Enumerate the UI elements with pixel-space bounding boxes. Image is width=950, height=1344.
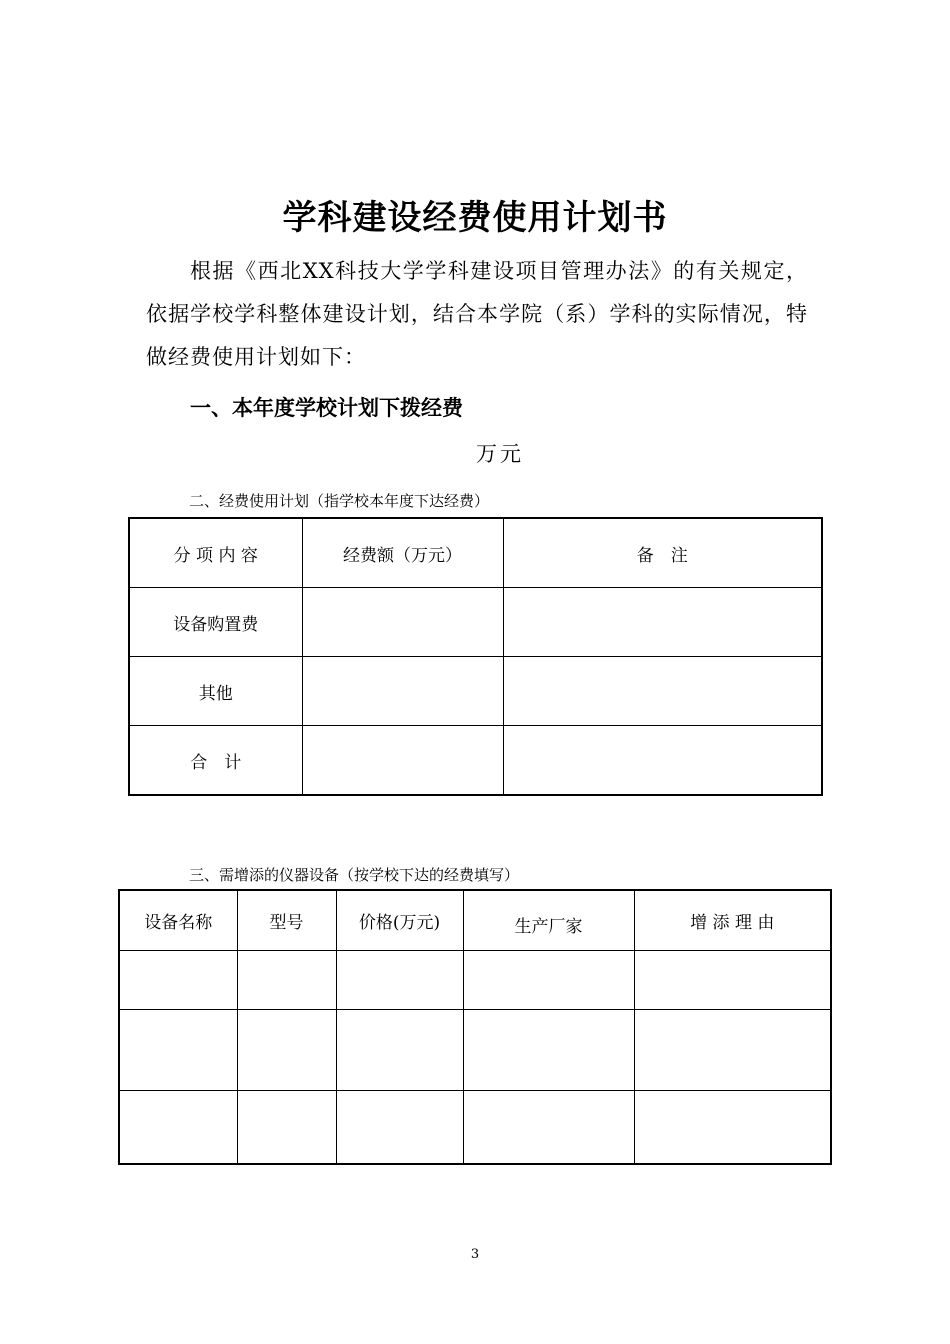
section2-caption: 二、经费使用计划（指学校本年度下达经费）: [189, 492, 490, 510]
table-row: [119, 950, 831, 1009]
header-cell: 增 添 理 由: [634, 890, 831, 950]
header-cell: 备 注: [503, 518, 822, 588]
table-cell[interactable]: [237, 1009, 336, 1090]
table-cell[interactable]: [119, 1009, 237, 1090]
table-cell[interactable]: [237, 1090, 336, 1164]
row-label: 合 计: [129, 726, 302, 796]
section1-unit: 万元: [476, 442, 524, 466]
table-row: [129, 657, 822, 726]
equipment-table: [118, 889, 832, 1165]
table-cell[interactable]: [634, 1090, 831, 1164]
table-cell[interactable]: [119, 950, 237, 1009]
table-cell[interactable]: [336, 1009, 463, 1090]
header-cell: 价格(万元): [336, 890, 463, 950]
note-cell[interactable]: [503, 588, 822, 657]
row-label: 设备购置费: [129, 588, 302, 657]
row-label: 其他: [129, 657, 302, 726]
amount-cell[interactable]: [302, 726, 503, 796]
amount-cell[interactable]: [302, 657, 503, 726]
intro-paragraph: 根据《西北XX科技大学学科建设项目管理办法》的有关规定，依据学校学科整体建设计划，结合本学院（系）学科的实际情况，特做经费使用计划如下：: [146, 259, 808, 369]
header-cell: 型号: [237, 890, 336, 950]
table-header-row: [129, 518, 822, 588]
section1-heading: 一、本年度学校计划下拨经费: [190, 396, 463, 420]
table-row: [129, 588, 822, 657]
document-title: 学科建设经费使用计划书: [282, 198, 668, 238]
header-cell: 经费额（万元）: [302, 518, 503, 588]
note-cell[interactable]: [503, 657, 822, 726]
header-cell: 生产厂家: [463, 890, 634, 950]
table-row: [119, 1090, 831, 1164]
table-row: [129, 726, 822, 796]
table-header-row: [119, 890, 831, 950]
table-cell[interactable]: [463, 1090, 634, 1164]
table-cell[interactable]: [463, 1009, 634, 1090]
page-number: 3: [470, 1247, 480, 1262]
amount-cell[interactable]: [302, 588, 503, 657]
table-cell[interactable]: [634, 1009, 831, 1090]
table-cell[interactable]: [336, 1090, 463, 1164]
table-row: [119, 1009, 831, 1090]
table-cell[interactable]: [463, 950, 634, 1009]
table-cell[interactable]: [634, 950, 831, 1009]
table-cell[interactable]: [237, 950, 336, 1009]
note-cell[interactable]: [503, 726, 822, 796]
funding-plan-table: [128, 517, 823, 796]
table-cell[interactable]: [336, 950, 463, 1009]
header-cell: 分 项 内 容: [129, 518, 302, 588]
section3-caption: 三、需增添的仪器设备（按学校下达的经费填写）: [189, 866, 520, 884]
header-cell: 设备名称: [119, 890, 237, 950]
table-cell[interactable]: [119, 1090, 237, 1164]
